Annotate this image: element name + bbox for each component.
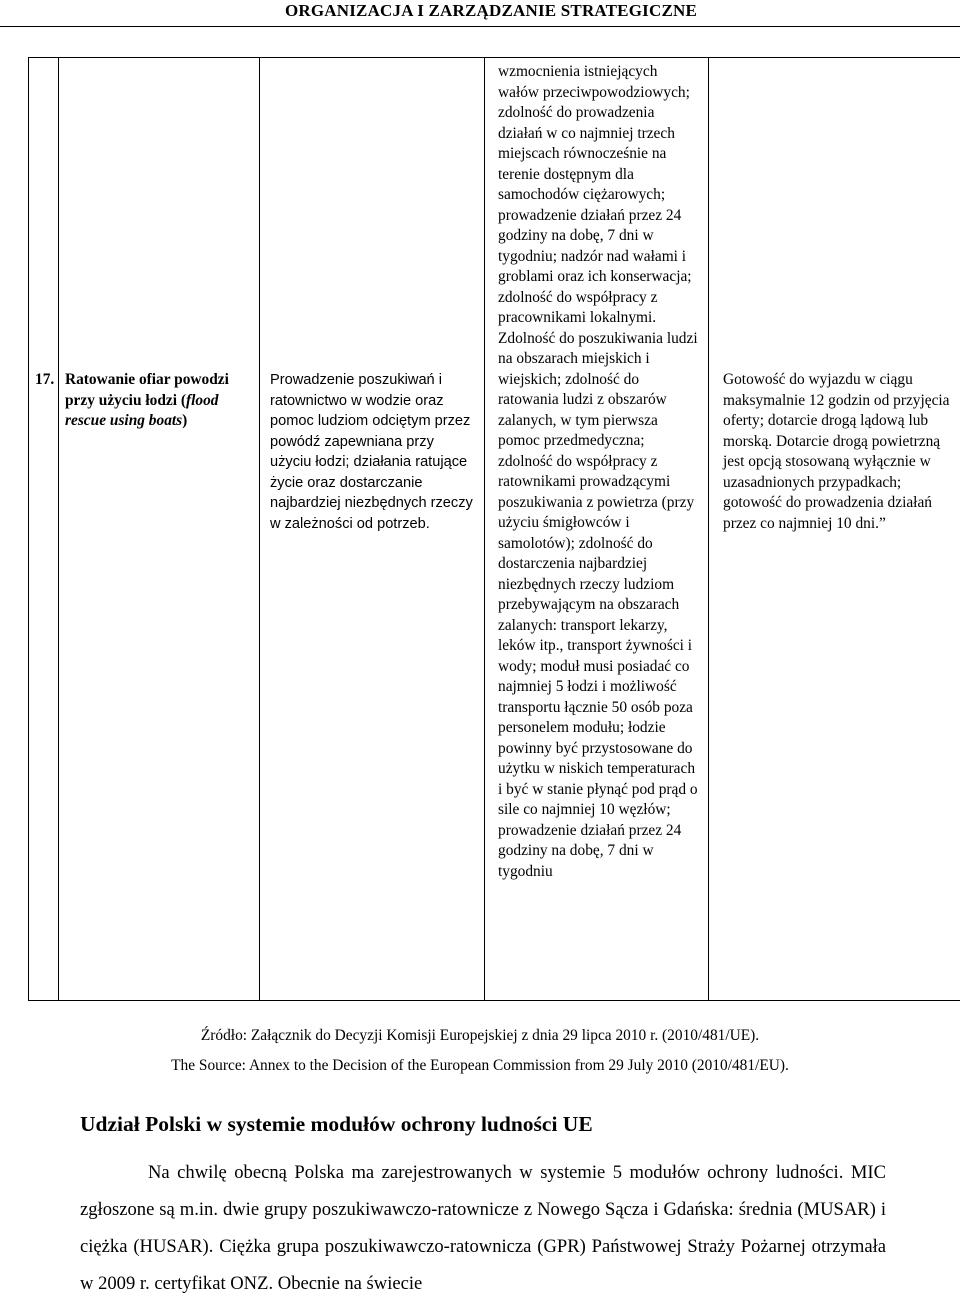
tasks-cell: [260, 58, 485, 1001]
row-number-cell: [29, 58, 59, 1001]
module-name: [59, 58, 259, 432]
capacities-continued: wzmocnienia istniejących wałów przeciwpowodziowych; zdolność do prowadzenia działań w co najmniej trzech miejscach równocześnie na terenie dostępnym dla samochodów ciężarowych; prowadzenie działań przez 24 godziny na dobę, 7 dni w tygodniu; nadzór nad wałami i groblami oraz ich konserwacja; zdolność do współpracy z pracownikami lokalnymi.: [485, 58, 708, 329]
header-title: ORGANIZACJA I ZARZĄDZANIE STRATEGICZNE: [285, 1, 697, 21]
module-name-english: flood rescue using boats: [65, 392, 218, 430]
module-name-cell: [59, 58, 260, 1001]
capacities-cell: [485, 58, 709, 1001]
capacities: Zdolność do poszukiwania ludzi na obszarach miejskich i wiejskich; zdolność do ratowania ludzi z obszarów zalanych, w tym pierwsza pomoc przedmedyczna; zdolność do współpracy z ratownikami prowadzącymi poszukiwania z powietrza (przy użyciu śmigłowców i samolotów); zdolność do dostarczenia najbardziej niezbędnych rzeczy ludziom przebywającym na obszarach zalanych: transport lekarzy, leków itp., transport żywności i wody; moduł musi posiadać co najmniej 5 łodzi i możliwość transportu łącznie 50 osób poza personelem modułu; łodzie powinny być przystosowane do użytku w niskich temperaturach i być w stanie płynąć pod prąd o sile co najmniej 10 węzłów; prowadzenie działań przez 24 godziny na dobę, 7 dni w tygodniu: [485, 329, 708, 885]
table-row: [29, 58, 960, 1001]
deployment-cell: [709, 58, 960, 1001]
module-name-end: ): [182, 412, 187, 429]
module-name-bold: Ratowanie ofiar powodzi przy użyciu łodzi (: [65, 371, 229, 409]
source-note-pl: Źródło: Załącznik do Decyzji Komisji Europejskiej z dnia 29 lipca 2010 r. (2010/481/UE).: [0, 1027, 960, 1045]
section-heading: Udział Polski w systemie modułów ochrony ludności UE: [80, 1112, 593, 1137]
row-number: 17.: [29, 58, 58, 391]
source-note-en: The Source: Annex to the Decision of the European Commission from 29 July 2010 (2010/481/EU).: [0, 1057, 960, 1075]
running-header: [0, 0, 960, 27]
deployment: Gotowość do wyjazdu w ciągu maksymalnie 12 godzin od przyjęcia oferty; dotarcie drogą lądową lub morską. Dotarcie drogą powietrzną jest opcją stosowaną wyłącznie w uzasadnionych przypadkach; gotowość do prowadzenia działań przez co najmniej 10 dni.”: [709, 58, 960, 534]
module-tasks: Prowadzenie poszukiwań i ratownictwo w wodzie oraz pomoc ludziom odciętym przez powódź zapewniana przy użyciu łodzi; działania ratujące życie oraz dostarczanie najbardziej niezbędnych rzeczy w zależności od potrzeb.: [260, 58, 484, 534]
section-paragraph: Na chwilę obecną Polska ma zarejestrowanych w systemie 5 modułów ochrony ludności. MIC zgłoszone są m.in. dwie grupy poszukiwawczo-ratownicze z Nowego Sącza i Gdańska: średnia (MUSAR) i ciężka (HUSAR). Ciężka grupa poszukiwawczo-ratownicza (GPR) Państwowej Straży Pożarnej otrzymała w 2009 r. certyfikat ONZ. Obecnie na świecie: [80, 1154, 886, 1302]
modules-table: [28, 57, 960, 1001]
